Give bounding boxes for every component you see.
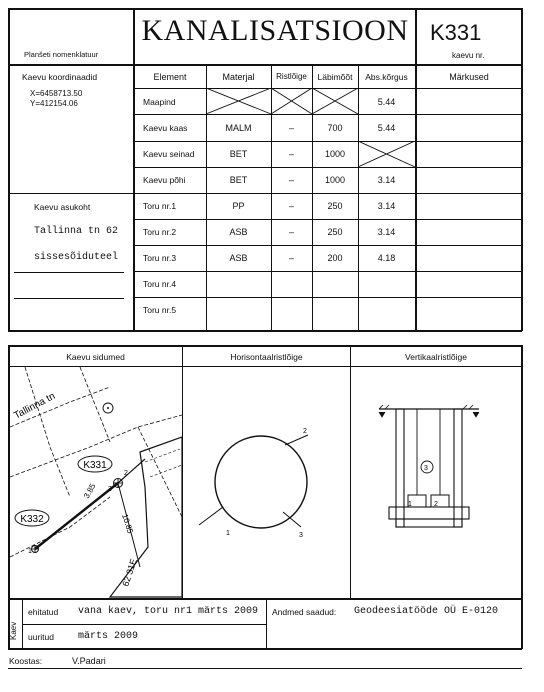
row-line [134,245,522,246]
horizontal-section [183,367,350,598]
panel-title-horizontal: Horisontaalristlõige [230,352,303,362]
frame-line [521,599,523,649]
row-diameter: 700 [327,123,343,133]
row-material: ASB [229,227,248,237]
col-header-element: Element [153,72,187,82]
pipe-number: 1 [226,530,230,537]
frame-line [133,8,135,331]
arrow-icon [379,412,479,417]
pipe-number: 3 [299,532,303,539]
well-code-sub: kaevu nr. [452,51,485,60]
street-label: Tallinna tn [12,390,58,422]
row-element: Kaevu põhi [143,175,186,185]
pipe-number: 2 [124,470,128,477]
row-line [134,167,522,168]
row-line [134,271,522,272]
row-material: MALM [225,123,252,133]
panel-title-ties: Kaevu sidumed [66,352,125,362]
row-element: Kaevu seinad [143,149,195,159]
col-header-diameter: Läbimõõt [317,72,353,82]
base-lower [396,519,462,527]
row-material: BET [229,149,248,159]
row-line [134,193,522,194]
pipe-number: 1 [28,548,32,555]
pipe-line [285,435,308,445]
row-diameter: 250 [327,227,343,237]
panel-title-vertical: Vertikaalristlõige [405,352,467,362]
location-line-1: Tallinna tn 62 [34,226,119,237]
row-line [134,297,522,298]
row-abs: 5.44 [377,97,396,107]
building-hatch [145,449,182,477]
row-material: PP [232,201,245,211]
survey-value: märts 2009 [78,631,139,642]
row-element: Maapind [143,97,176,107]
col-header-material: Materjal [222,72,255,82]
sheet-label: Planšeti nomenklatuur [24,50,99,59]
well-label-b: K332 [20,514,44,525]
pipe-number: 2 [434,501,438,508]
row-diameter: 1000 [324,175,346,185]
frame-line [266,599,267,649]
vertical-section [351,367,521,598]
side-label: Kaev [9,621,18,640]
row-abs: 3.14 [377,175,396,185]
street-edge [25,367,70,497]
site-sketch [10,367,182,598]
row-material: ASB [229,253,248,263]
source-label: Andmed saadud: [272,607,337,617]
frame-line [8,8,10,331]
row-line [134,219,522,220]
coord-title: Kaevu koordinaadid [22,72,98,82]
pipe-number: 3 [424,465,428,472]
pipe-number: 1 [408,501,412,508]
row-abs: 3.14 [377,227,396,237]
street-edge [10,497,110,557]
frame-line [22,624,266,625]
col-header-notes: Märkused [449,72,489,82]
distance-label: 3.85 [81,482,98,500]
survey-label: uuritud [28,632,54,642]
frame-line [521,345,523,599]
crossed-cells [206,88,359,115]
distance-label: 10.85 [120,512,135,535]
underline [14,298,124,299]
frame-line [8,330,522,332]
wall-right [454,409,462,527]
row-element: Toru nr.5 [143,305,177,315]
pipe-line [199,507,223,525]
row-cross: – [288,175,294,185]
row-cross: – [288,253,294,263]
crossed-cell [358,141,416,168]
wall-left [396,409,404,527]
house-label: 62 31E [120,557,139,588]
ground-hatch [379,405,473,409]
compiled-label: Koostas: [9,656,43,666]
compiled-value: V.Padari [72,656,106,666]
row-material: BET [229,175,248,185]
pipe-number: 2 [303,428,307,435]
built-label: ehitatud [28,607,59,617]
row-abs: 5.44 [377,123,396,133]
frame-line [8,598,522,600]
col-header-abs: Abs.kõrgus [365,72,408,82]
frame-line [8,64,522,66]
well-code: K331 [430,20,482,45]
row-cross: – [288,201,294,211]
row-abs: 4.18 [377,253,396,263]
location-line-2: sissesõiduteel [34,252,119,263]
row-diameter: 1000 [324,149,346,159]
street-edge [138,427,182,517]
col-header-cross: Ristlõige [276,72,307,81]
row-diameter: 200 [327,253,343,263]
frame-line [8,668,522,669]
pipe-line [283,512,301,527]
row-element: Toru nr.2 [143,227,177,237]
row-line [134,141,522,142]
street-edge [80,367,110,442]
frame-line [8,8,522,10]
y-coordinate: Y=412154.06 [30,99,78,108]
row-abs: 3.14 [377,201,396,211]
built-value: vana kaev, toru nr1 märts 2009 [78,606,259,617]
frame-line [8,345,522,347]
frame-line [415,8,417,331]
frame-line [8,193,134,194]
underline [14,272,124,273]
row-diameter: 250 [327,201,343,211]
row-cross: – [288,149,294,159]
row-element: Toru nr.1 [143,201,177,211]
page-title: KANALISATSIOON [141,14,409,47]
row-element: Toru nr.4 [143,279,177,289]
well-label-a: K331 [83,460,107,471]
row-element: Toru nr.3 [143,253,177,263]
frame-line [8,648,522,650]
row-cross: – [288,227,294,237]
pipe-line [118,459,145,483]
base-slab [389,507,469,519]
source-value: Geodeesiatööde OÜ E-0120 [354,606,499,617]
pipe-number: 3 [108,486,112,493]
row-element: Kaevu kaas [143,123,188,133]
manhole-outline [215,436,307,528]
row-cross: – [288,123,294,133]
x-coordinate: X=6458713.50 [30,89,83,98]
frame-line [521,8,523,331]
location-title: Kaevu asukoht [34,202,91,212]
